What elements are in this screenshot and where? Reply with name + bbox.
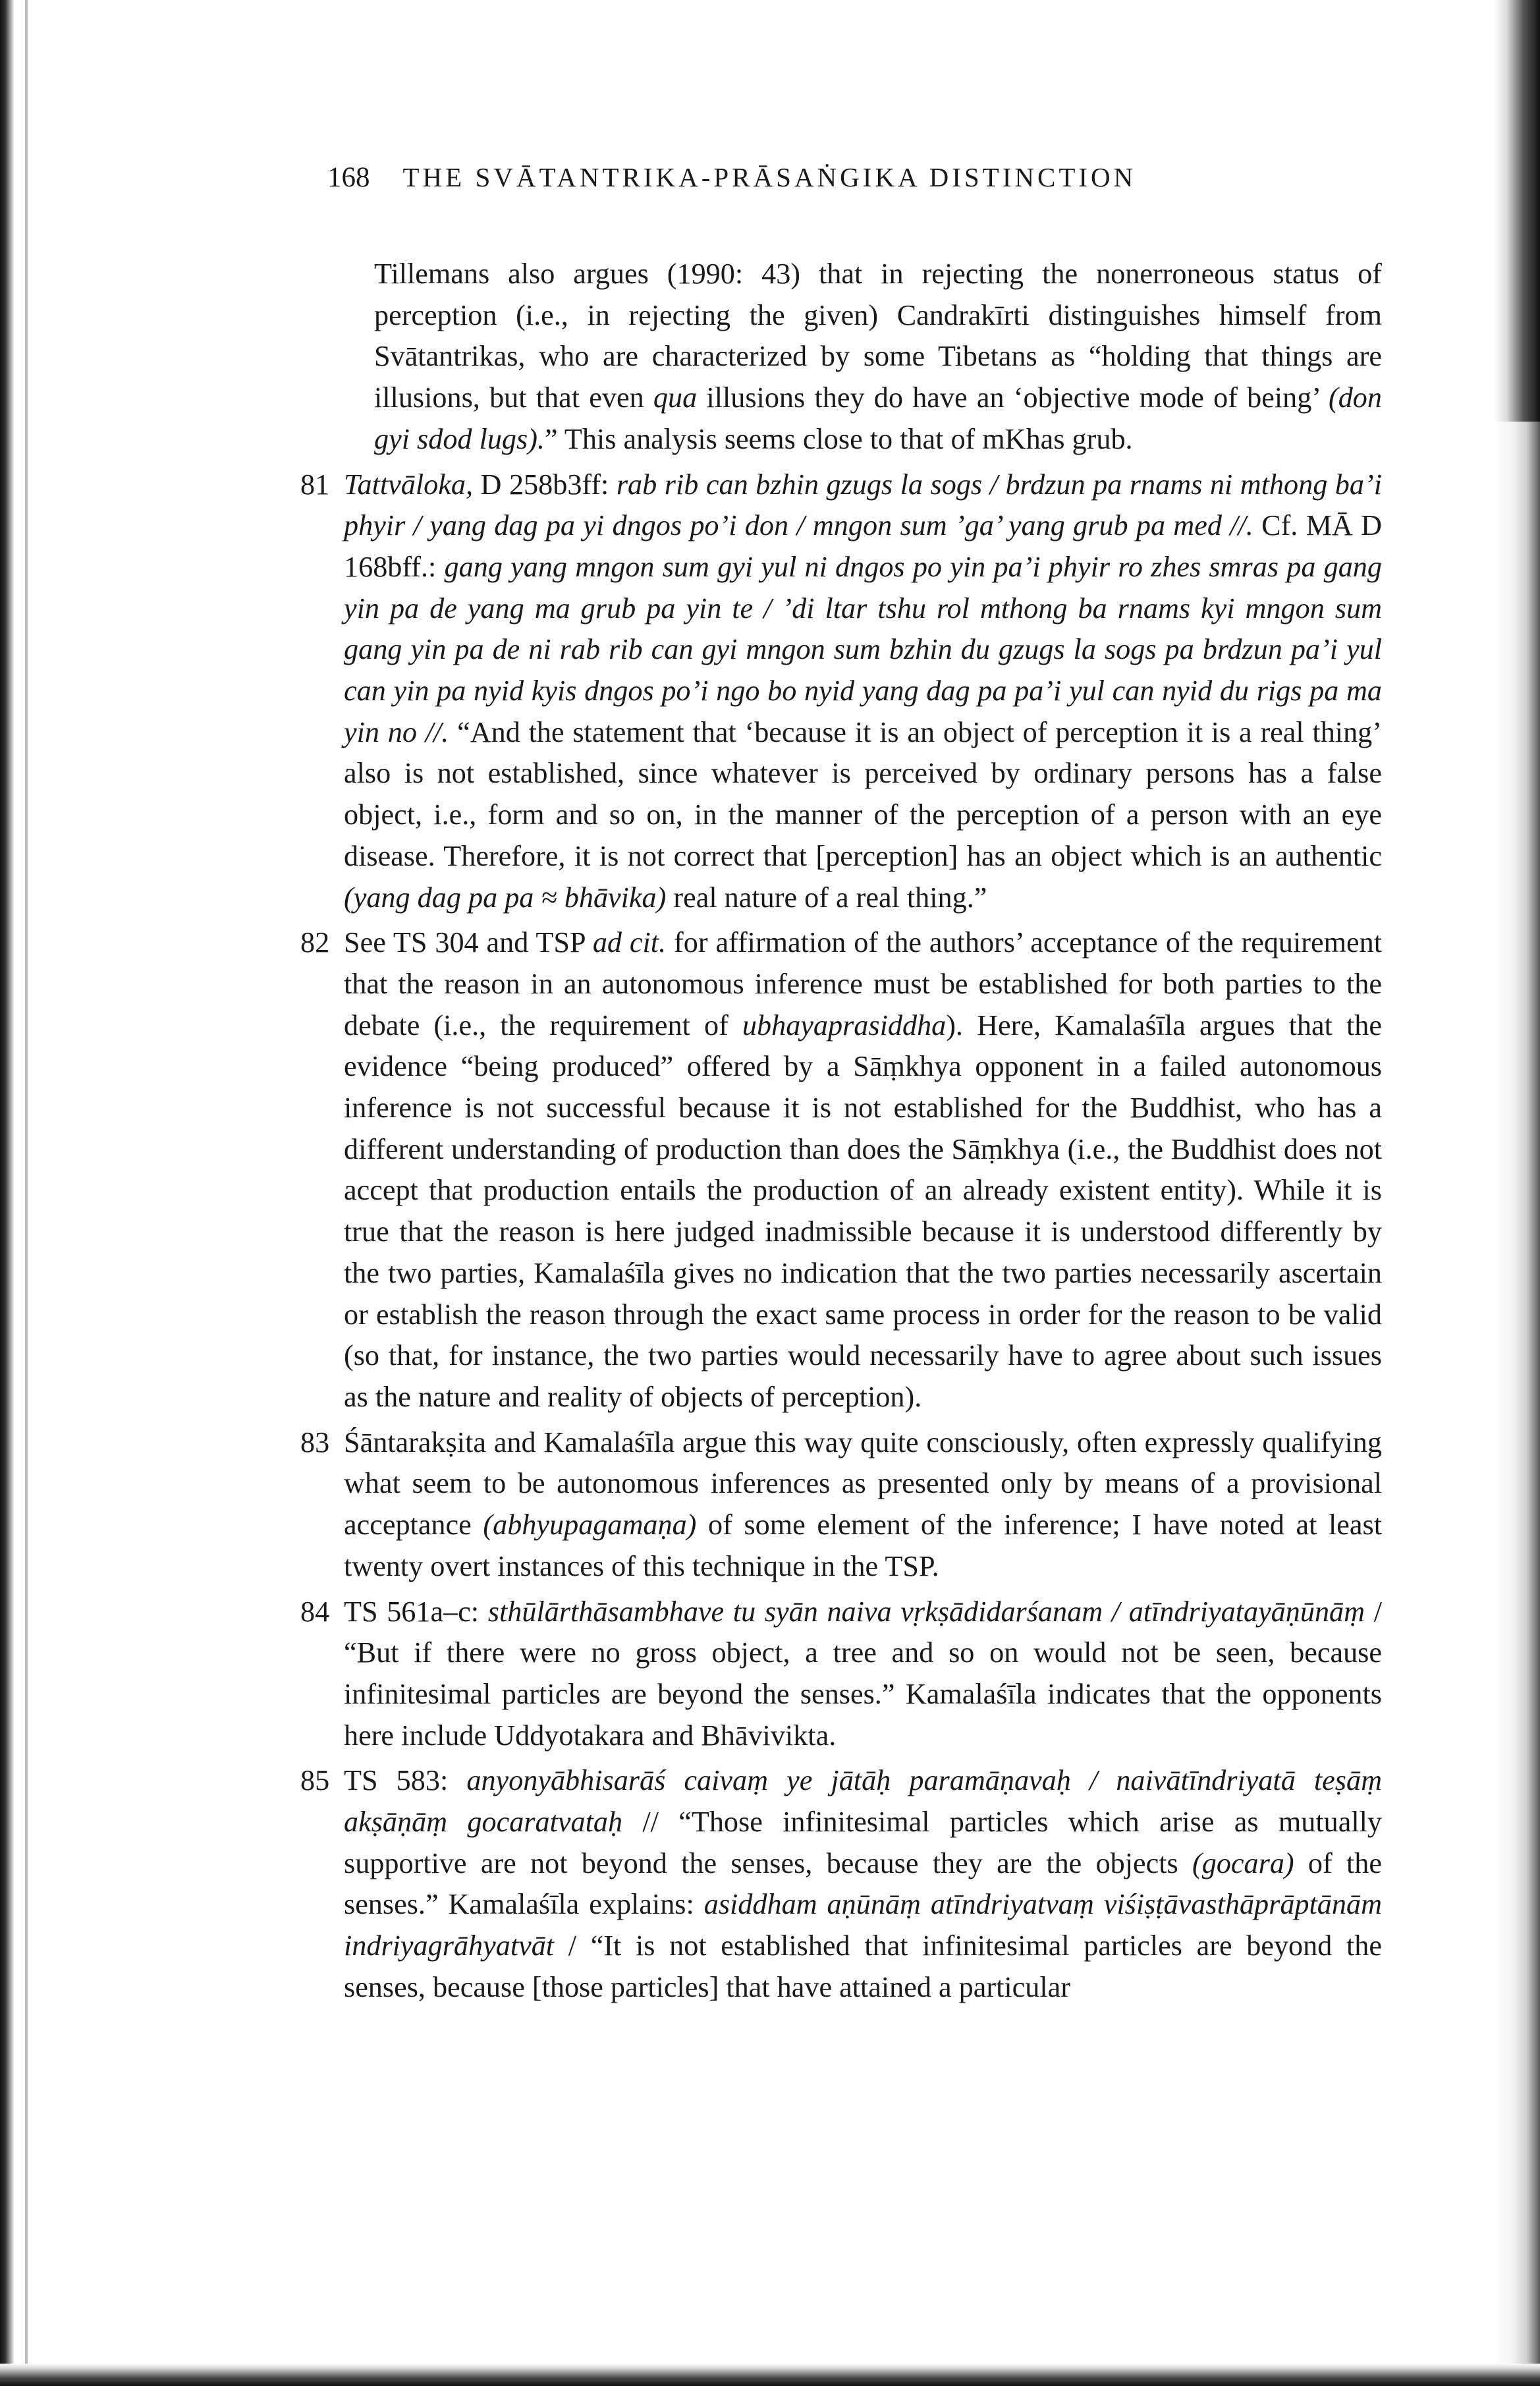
note-italic-text: sthūlārthāsambhave tu syān naiva vṛkṣādidarśanam / atīndriyatayāṇūnāṃ: [487, 1595, 1365, 1628]
note-text: / “It is not established that infinitesimal particles are beyond the senses, because [those particles] that have attained a particular: [344, 1929, 1382, 2003]
note-text: for affirmation of the authors’ acceptance of the requirement that the reason in an autonomous inference must be established for both parties to the debate (i.e., the requirement of: [344, 926, 1382, 1041]
note-text: Tillemans also argues (1990: 43) that in rejecting the nonerroneous status of perception (i.e., in rejecting the given) Candrakīrti distinguishes himself from Svātantrikas, who are characterized by some Tibetans as “holding that things are illusions, but that even: [374, 258, 1382, 414]
note-italic-text: qua: [653, 381, 698, 414]
note-italic-text: anyonyābhisarāś caivaṃ ye jātāḥ paramāṇavaḥ / naivātīndriyatā teṣāṃ akṣāṇāṃ gocaratvataḥ: [344, 1764, 1382, 1839]
note-81: [300, 464, 1382, 919]
scan-right-shadow: [1494, 0, 1540, 422]
note-text: illusions they do have an ‘objective mode of being’: [697, 381, 1329, 414]
note-italic-text: Tattvāloka,: [344, 468, 473, 501]
note-text: Śāntarakṣita and Kamalaśīla argue this way quite consciously, often expressly qualifying what seem to be autonomous inferences as presented only by means of a provisional acceptance: [344, 1426, 1382, 1541]
note-text: // “Those infinitesimal particles which arise as mutually supportive are not beyond the senses, because they are the objects: [344, 1806, 1383, 1879]
note-text: of the senses.” Kamalaśīla explains:: [344, 1846, 1383, 1921]
endnotes-body: [300, 254, 1383, 2009]
note-text: real nature of a real thing.”: [666, 881, 987, 914]
note-82: [300, 922, 1382, 1418]
running-header: [327, 161, 1329, 194]
note-number: 83: [300, 1426, 330, 1458]
note-italic-text: (don gyi sdod lugs).: [374, 381, 1382, 455]
scan-left-line: [25, 0, 28, 2386]
note-italic-text: asiddham aṇūnāṃ atīndriyatvaṃ viśiṣṭāvasthāprāptānām indriyagrāhyatvāt: [344, 1888, 1382, 1962]
note-continuation: [315, 254, 1382, 460]
note-text: TS 561a–c:: [344, 1595, 488, 1628]
note-text: D 258b3ff:: [473, 468, 617, 501]
note-number: 84: [300, 1595, 330, 1628]
note-italic-text: (yang dag pa pa ≈ bhāvika): [344, 881, 667, 914]
note-number: 85: [300, 1764, 330, 1797]
note-text: ). Here, Kamalaśīla argues that the evidence “being produced” offered by a Sāṃkhya opponent in a failed autonomous inference is not successful because it is not established for the Buddhist, who has a different understanding of production than does the Sāṃkhya (i.e., the Buddhist does not accept that production entails the production of an already existent entity). While it is true that the reason is here judged inadmissible because it is understood differently by the two parties, Kamalaśīla gives no indication that the two parties necessarily ascertain or establish the reason through the exact same process in order for the reason to be valid (so that, for instance, the two parties would necessarily have to agree about such issues as the nature and reality of objects of perception).: [344, 1009, 1382, 1413]
scan-left-edge: [0, 0, 14, 2386]
note-italic-text: (abhyupagamaṇa): [483, 1509, 697, 1541]
note-text: See TS 304 and TSP: [344, 926, 593, 959]
note-italic-text: rab rib can bzhin gzugs la sogs / brdzun pa rnams ni mthong ba’i phyir / yang dag pa yi dngos po’i don / mngon sum ’ga’ yang grub pa med //.: [344, 468, 1382, 542]
note-text: / “But if there were no gross object, a tree and so on would not be seen, because infinitesimal particles are beyond the senses.” Kamalaśīla indicates that the opponents here include Uddyotakara and Bhāvivikta.: [344, 1595, 1383, 1752]
page-number: 168: [327, 162, 370, 193]
note-number: 82: [300, 926, 330, 959]
note-text: TS 583:: [344, 1764, 467, 1797]
note-text: “And the statement that ‘because it is an object of perception it is a real thing’ also is not established, since whatever is perceived by ordinary persons has a false object, i.e., form and so on, in the manner of the perception of a person with an eye disease. Therefore, it is not correct that [perception] has an object which is an authentic: [344, 715, 1382, 872]
note-italic-text: (gocara): [1192, 1846, 1294, 1879]
running-head-title: THE SVĀTANTRIKA-PRĀSAṄGIKA DISTINCTION: [402, 162, 1137, 192]
note-text: ” This analysis seems close to that of mKhas grub.: [544, 422, 1133, 455]
note-83: [300, 1422, 1382, 1588]
note-italic-text: ad cit.: [592, 926, 667, 959]
scan-bottom-edge: [0, 2364, 1540, 2386]
note-text: Cf. MĀ D 168bff.:: [344, 509, 1382, 583]
note-84: [300, 1592, 1383, 1757]
note-number: 81: [300, 468, 330, 501]
note-italic-text: gang yang mngon sum gyi yul ni dngos po yin pa’i phyir ro zhes smras pa gang yin pa de yang ma grub pa yin te / ’di ltar tshu rol mthong ba rnams kyi mngon sum gang yin pa de ni rab rib can gyi mngon sum bzhin du gzugs la sogs pa brdzun pa’i yul can yin pa nyid kyis dngos po’i ngo bo nyid yang dag pa pa’i yul can nyid du rigs pa ma yin no //.: [344, 550, 1382, 748]
note-italic-text: ubhayaprasiddha: [742, 1009, 947, 1041]
note-85: [300, 1760, 1383, 2008]
note-text: of some element of the inference; I have noted at least twenty overt instances of this technique in the TSP.: [344, 1509, 1382, 1582]
